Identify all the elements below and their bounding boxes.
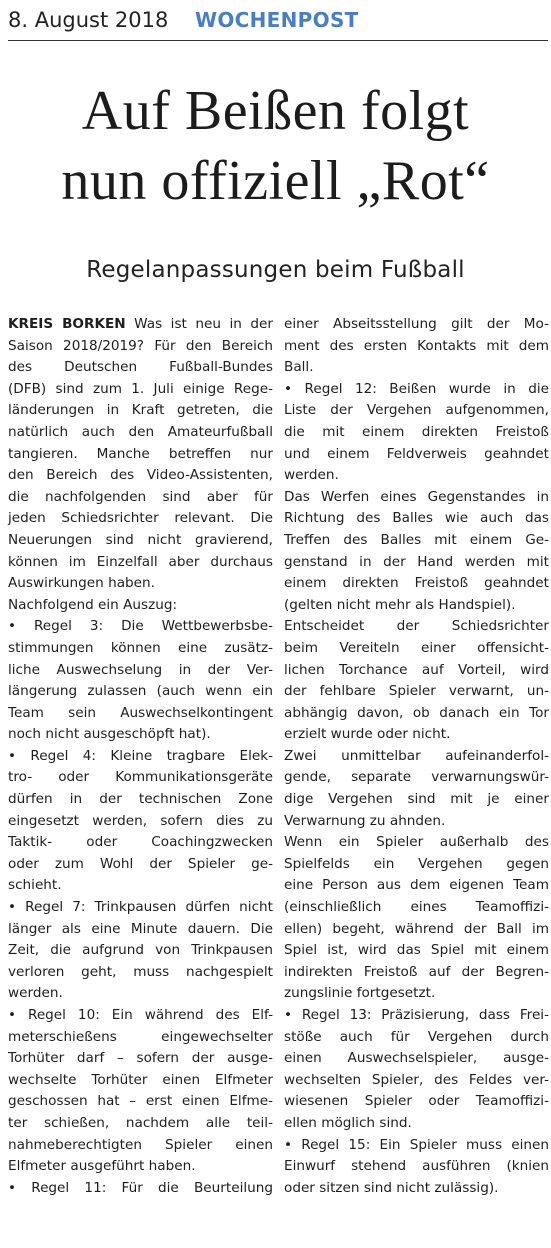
article-text-line: dürfen in der technischen Zone (8, 791, 273, 808)
article-text-line: liche Auswechselung in der Ver- (8, 661, 273, 678)
article-text-line: einen Auswechselspieler, ausge- (284, 1050, 549, 1067)
article-text-line: länger als eine Minute dauern. Die (8, 920, 273, 937)
dateline: KREIS BORKEN (8, 316, 126, 332)
article-text-line: • Regel 10: Ein während des Elf- (8, 1007, 273, 1023)
article-text-line: des Deutschen Fußball-Bundes (8, 359, 273, 376)
article-text-line: wechselten Spieler, des Feldes ver- (284, 1071, 549, 1088)
article-text-line: tangieren. Manche betreffen nur (8, 445, 273, 462)
article-text-line: und einem Feldverweis geahndet (284, 445, 549, 462)
article-text-line: (gelten nicht mehr als Handspiel). (284, 596, 516, 613)
article-text-line: einer Abseitsstellung gilt der Mo- (284, 316, 549, 332)
article-text-line: Ball. (284, 359, 314, 376)
article-text-line: längerung zulassen (auch wenn ein (8, 683, 273, 700)
article-text-line: Taktik- oder Coachingzwecken (8, 834, 273, 851)
article-text-line: abhängig davon, ob danach ein Tor (284, 704, 549, 721)
article-text-line: Elfmeter ausgeführt haben. (8, 1158, 196, 1175)
article-text-line: Liste der Vergehen aufgenommen, (284, 402, 549, 419)
article-text-line: Verwarnung zu ahnden. (284, 812, 446, 829)
article-text-line: die mit einem direkten Freistoß (284, 423, 549, 440)
article-text-line: beim Vereiteln einer offensicht- (284, 639, 549, 656)
article-text-line: • Regel 11: Für die Beurteilung (8, 1179, 273, 1196)
article-text-line: genstand in der Hand werden mit (284, 553, 549, 570)
headline-line-2: nun offiziell „Rot“ (61, 150, 490, 212)
article-text-line: • Regel 4: Kleine tragbare Elek- (8, 747, 273, 764)
article-text-line: lichen Torchance auf Vorteil, wird (284, 661, 549, 678)
article-column-left (8, 314, 273, 1199)
article-text-line: Wenn ein Spieler außerhalb des (284, 834, 549, 851)
article-text: Was ist neu in der (125, 316, 273, 332)
article-text-line: Zwei unmittelbar aufeinanderfol- (284, 747, 549, 764)
article-text-line: stöße auch für Vergehen durch (284, 1028, 549, 1045)
article-text-line: schieht. (8, 877, 62, 894)
article-text-line: oder zum Wohl der Spieler ge- (8, 855, 273, 872)
article-text-line: eingesetzt werden, sofern dies zu (8, 812, 273, 829)
article-text-line: • Regel 13: Präzisierung, dass Frei- (284, 1007, 549, 1023)
article-text-line: können im Einzelfall aber durchaus (8, 553, 273, 570)
article-text-line: meterschießens eingewechselter (8, 1028, 273, 1045)
article-text-line: zungslinie fortgesetzt. (284, 985, 436, 1002)
article-text-line: geschossen hat – erst einen Elfme- (8, 1093, 273, 1110)
article-text-line: wiesenen Spieler oder Teamoffizi- (284, 1093, 549, 1110)
article-text-line: Torhüter darf – sofern der ausge- (8, 1050, 273, 1067)
article-text-line: Zeit, die aufgrund von Trinkpausen (8, 942, 273, 959)
article-text-line: Richtung des Balles wie auch das (284, 510, 549, 527)
article-text-line: ellen möglich sind. (284, 1114, 412, 1131)
article-text-line: jeden Schiedsrichter relevant. Die (8, 510, 273, 527)
headline-line-1: Auf Beißen folgt (81, 80, 470, 142)
page-header (8, 8, 543, 38)
article-text-line: Spiel ist, wird das Spiel mit einem (284, 942, 549, 959)
article-text-line: Treffen des Balles mit einem Ge- (284, 531, 549, 548)
header-divider (8, 40, 548, 41)
article-text-line: länderungen in Kraft getreten, die (8, 402, 273, 419)
article-text-line: Team sein Auswechselkontingent (8, 704, 273, 721)
article-text-line: Entscheidet der Schiedsrichter (284, 618, 549, 635)
article-text-line: nahmeberechtigten Spieler einen (8, 1136, 273, 1153)
article-text-line: Spielfelds ein Vergehen gegen (284, 855, 549, 872)
article-text-line: gende, separate verwarnungswür- (284, 769, 549, 786)
article-text-line: natürlich auch den Amateurfußball (8, 423, 273, 440)
article-text-line: Nachfolgend ein Auszug: (8, 596, 178, 613)
article-text-line: noch nicht ausgeschöpft hat). (8, 726, 211, 743)
article-text-line (8, 314, 273, 336)
article-text-line: werden. (8, 985, 63, 1002)
subheadline: Regelanpassungen beim Fußball (86, 257, 465, 283)
article-text-line: Auswirkungen haben. (8, 575, 155, 592)
article-text-line: Das Werfen eines Gegenstandes in (284, 488, 549, 505)
article-text-line: • Regel 12: Beißen wurde in die (284, 380, 549, 397)
article-text-line: • Regel 15: Ein Spieler muss einen (284, 1136, 549, 1153)
article-text-line: oder sitzen sind nicht zulässig). (284, 1179, 499, 1196)
article-text-line: stimmungen können eine zusätz- (8, 639, 273, 656)
article-column-right (284, 314, 549, 1199)
article-text-line: die nachfolgenden sind aber für (8, 488, 273, 505)
article-text-line: der fehlbare Spieler verwarnt, un- (284, 683, 549, 700)
article-text-line: eine Person aus dem eigenen Team (284, 877, 549, 894)
article-text-line: wechselte Torhüter einen Elfmeter (8, 1071, 273, 1088)
publication-name: WOCHENPOST (195, 8, 359, 32)
article-text-line: ment des ersten Kontakts mit dem (284, 337, 549, 354)
article-text-line: einem direkten Freistoß geahndet (284, 575, 549, 592)
article-text-line: (einschließlich eines Teamoffizi- (284, 899, 549, 916)
article-text-line: • Regel 3: Die Wettbewerbsbe- (8, 618, 273, 635)
article-text-line: erzielt wurde oder nicht. (284, 726, 451, 743)
article-text-line: Einwurf stehend ausführen (knien (284, 1158, 549, 1175)
article-text-line: dige Vergehen sind mit je einer (284, 791, 549, 808)
article-text-line: indirekten Freistoß auf der Begren- (284, 963, 549, 980)
article-text-line: den Bereich des Video-Assistenten, (8, 467, 273, 484)
issue-date: 8. August 2018 (8, 8, 169, 32)
article-text-line: (DFB) sind zum 1. Juli einige Rege- (8, 380, 273, 397)
article-text-line: ter schießen, nachdem alle teil- (8, 1114, 273, 1131)
article-text-line: Neuerungen sind nicht gravierend, (8, 531, 273, 548)
article-text-line: verloren geht, muss nachgespielt (8, 963, 273, 980)
article-text-line: Saison 2018/2019? Für den Bereich (8, 337, 273, 354)
article-text-line: tro- oder Kommunikationsgeräte (8, 769, 273, 786)
article-text-line: • Regel 7: Trinkpausen dürfen nicht (8, 899, 273, 916)
article-text-line: werden. (284, 467, 339, 484)
headline (0, 76, 551, 216)
article-text-line: ellen) begeht, während der Ball im (284, 920, 549, 937)
